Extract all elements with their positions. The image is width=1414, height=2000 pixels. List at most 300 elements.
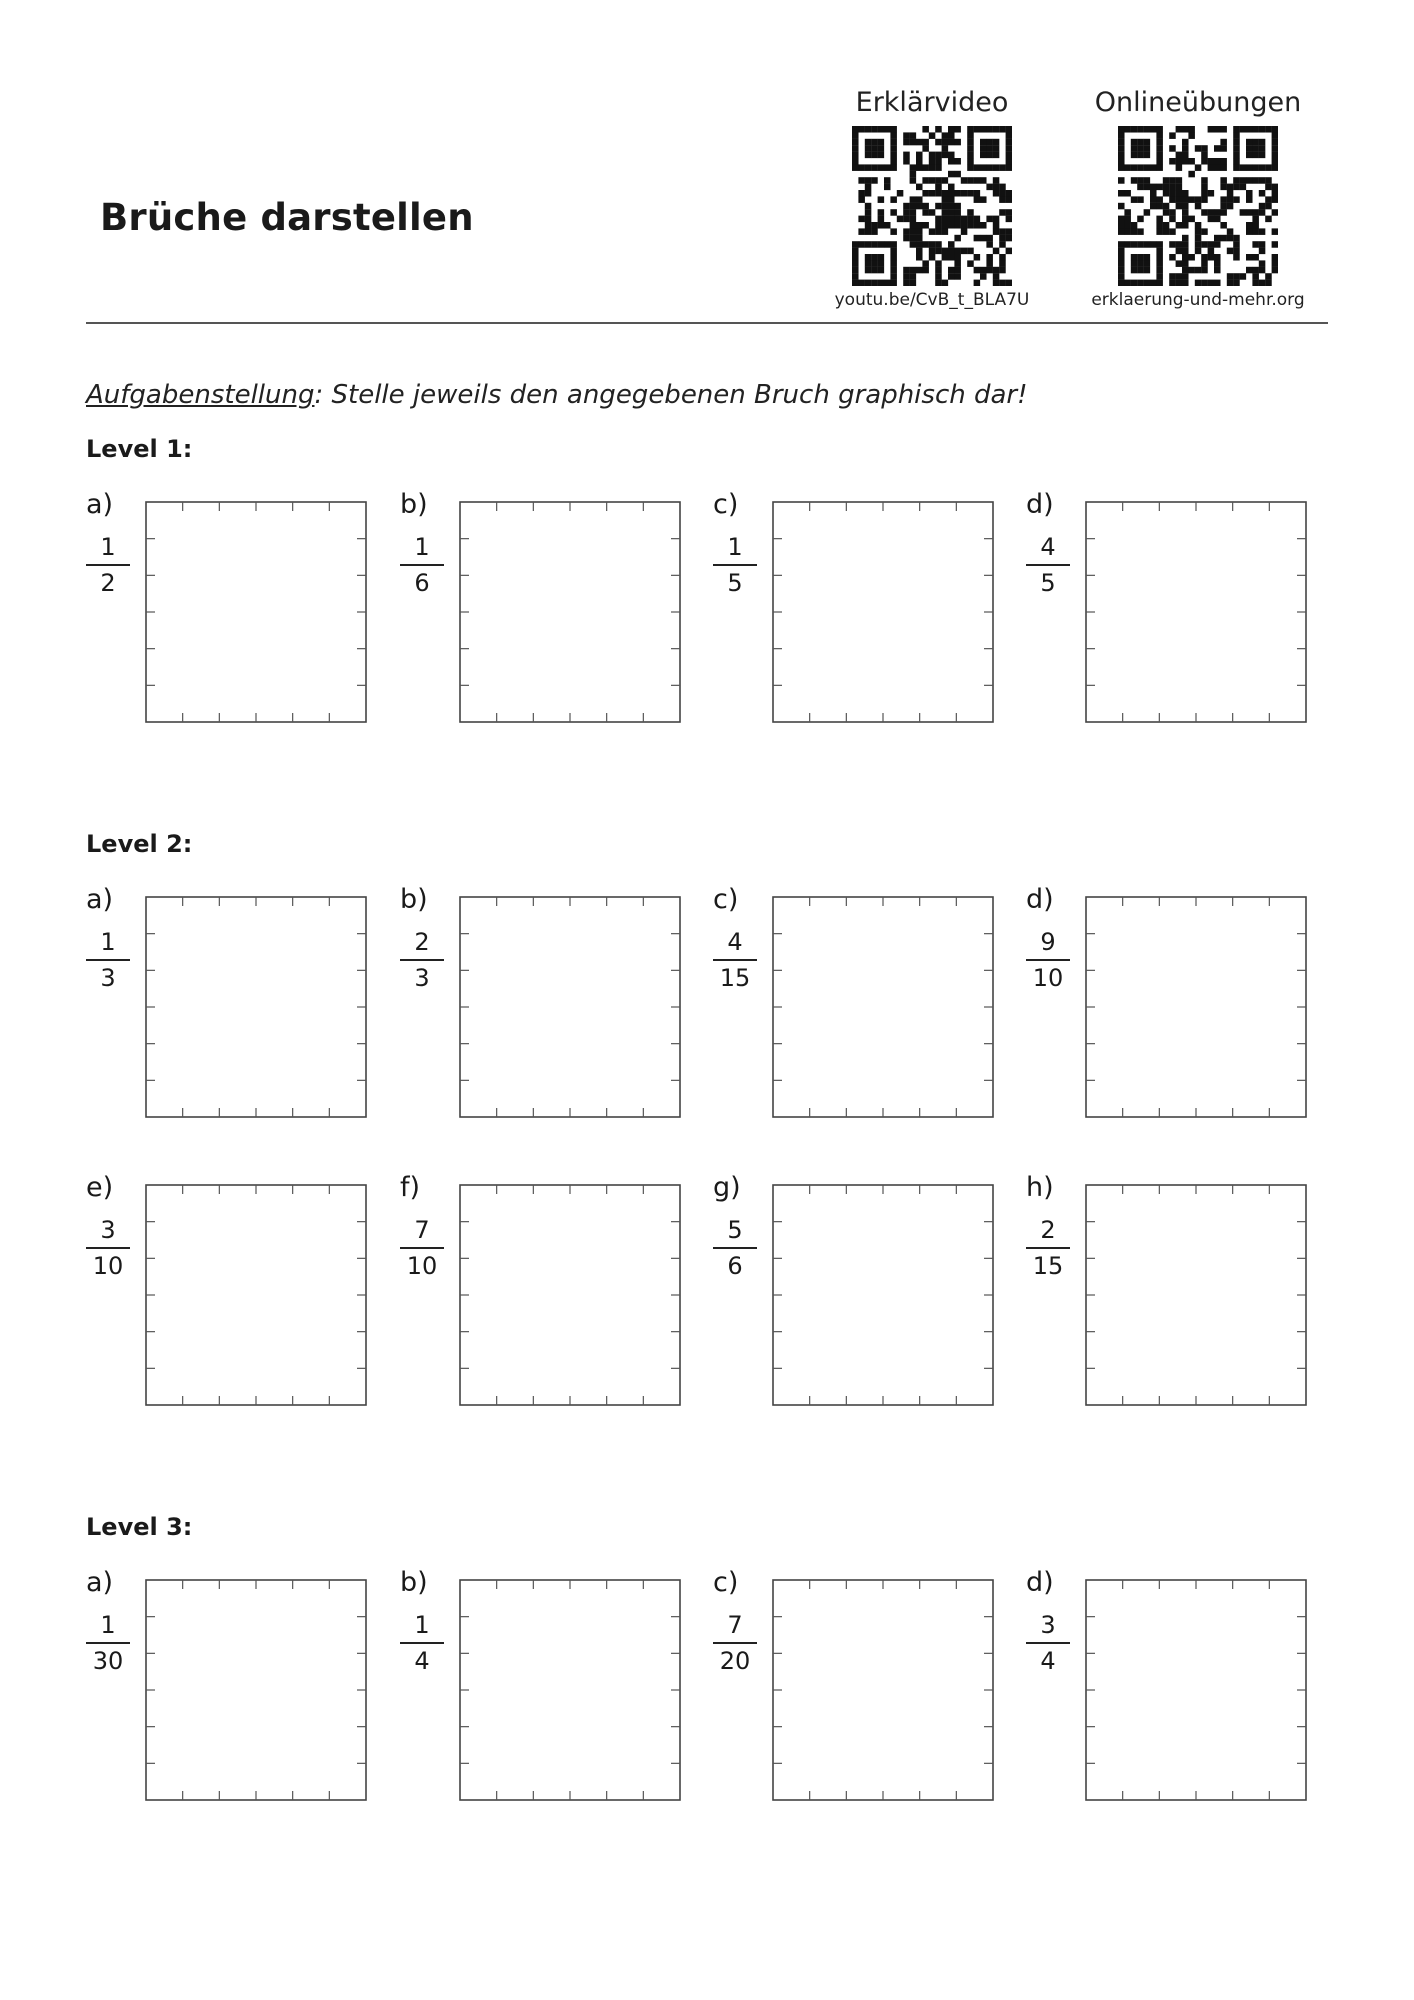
qr-module <box>961 248 968 255</box>
qr-module <box>967 248 974 255</box>
qr-module <box>1137 280 1144 286</box>
qr-module <box>1214 254 1221 261</box>
qr-module <box>903 267 910 274</box>
qr-code-icon[interactable] <box>1118 126 1278 286</box>
numerator: 1 <box>414 1611 430 1639</box>
denominator: 2 <box>100 569 116 597</box>
drawing-square[interactable] <box>1084 1578 1308 1802</box>
qr-url[interactable]: erklaerung-und-mehr.org <box>1091 290 1305 310</box>
task-letter: h) <box>1026 1172 1054 1203</box>
qr-module <box>916 196 923 203</box>
denominator: 15 <box>1032 1252 1064 1280</box>
qr-module <box>1156 164 1163 171</box>
qr-module <box>935 139 942 146</box>
qr-module <box>967 260 974 267</box>
qr-module <box>1124 164 1131 171</box>
instruction-text: Stelle jeweils den angegebenen Bruch graphisch dar! <box>323 380 1028 410</box>
drawing-square[interactable] <box>144 895 368 1119</box>
qr-module <box>903 139 910 146</box>
numerator: 7 <box>414 1216 430 1244</box>
qr-module <box>942 280 949 286</box>
qr-module <box>871 267 878 274</box>
qr-module <box>1131 260 1138 267</box>
task-1a <box>86 490 376 730</box>
qr-module <box>852 132 859 139</box>
qr-module <box>1220 145 1227 152</box>
qr-module <box>967 152 974 159</box>
qr-module <box>999 235 1006 242</box>
qr-module <box>922 222 929 229</box>
qr-module <box>1156 241 1163 248</box>
qr-module <box>948 152 955 159</box>
drawing-square[interactable] <box>458 1578 682 1802</box>
qr-module <box>1233 164 1240 171</box>
numerator: 1 <box>100 928 116 956</box>
qr-module <box>1246 254 1253 261</box>
qr-module <box>922 190 929 197</box>
qr-module <box>1176 126 1183 133</box>
qr-module <box>1233 235 1240 242</box>
fraction-bar <box>713 959 757 961</box>
qr-module <box>954 248 961 255</box>
qr-module <box>1169 184 1176 191</box>
task-letter: d) <box>1026 1567 1054 1598</box>
qr-module <box>1137 139 1144 146</box>
qr-module <box>890 196 897 203</box>
qr-module <box>980 222 987 229</box>
qr-module <box>922 177 929 184</box>
qr-module <box>1265 203 1272 210</box>
qr-module <box>1006 164 1012 171</box>
qr-module <box>974 267 981 274</box>
qr-module <box>980 196 987 203</box>
qr-module <box>916 164 923 171</box>
qr-module <box>903 209 910 216</box>
qr-module <box>1137 254 1144 261</box>
qr-module <box>1156 267 1163 274</box>
qr-module <box>865 203 872 210</box>
qr-module <box>1208 254 1215 261</box>
qr-module <box>910 280 917 286</box>
qr-module <box>865 267 872 274</box>
qr-module <box>1182 196 1189 203</box>
qr-module <box>942 177 949 184</box>
qr-block-exercises <box>1083 86 1313 310</box>
drawing-square[interactable] <box>458 500 682 724</box>
qr-module <box>942 228 949 235</box>
fraction-bar <box>400 1642 444 1644</box>
task-2a <box>86 885 376 1125</box>
qr-module <box>884 164 891 171</box>
fraction <box>1026 1215 1070 1281</box>
qr-module <box>890 158 897 165</box>
qr-module <box>1176 164 1183 171</box>
qr-module <box>1131 152 1138 159</box>
task-letter: b) <box>400 884 428 915</box>
qr-url[interactable]: youtu.be/CvB_t_BLA7U <box>834 290 1030 310</box>
fraction <box>1026 1610 1070 1676</box>
qr-module <box>903 203 910 210</box>
qr-module <box>954 273 961 280</box>
qr-module <box>1265 273 1272 280</box>
qr-module <box>967 145 974 152</box>
qr-module <box>878 152 885 159</box>
drawing-square[interactable] <box>144 500 368 724</box>
qr-module <box>929 254 936 261</box>
qr-module <box>1150 164 1157 171</box>
qr-module <box>948 158 955 165</box>
qr-module <box>948 267 955 274</box>
qr-module <box>871 164 878 171</box>
qr-module <box>935 280 942 286</box>
task-1d <box>1026 490 1316 730</box>
qr-module <box>974 126 981 133</box>
task-letter: c) <box>713 884 739 915</box>
qr-module <box>1201 184 1208 191</box>
qr-module <box>1246 222 1253 229</box>
qr-module <box>986 235 993 242</box>
qr-module <box>1272 254 1278 261</box>
qr-module <box>935 267 942 274</box>
drawing-square[interactable] <box>458 1183 682 1407</box>
qr-module <box>1240 209 1247 216</box>
qr-module <box>1163 203 1170 210</box>
qr-module <box>986 184 993 191</box>
qr-module <box>986 126 993 133</box>
qr-module <box>1131 267 1138 274</box>
qr-module <box>948 241 955 248</box>
qr-module <box>1150 203 1157 210</box>
qr-module <box>1131 241 1138 248</box>
qr-module <box>871 241 878 248</box>
qr-module <box>1252 145 1259 152</box>
qr-module <box>1240 164 1247 171</box>
qr-module <box>878 139 885 146</box>
qr-module <box>916 222 923 229</box>
qr-module <box>1201 152 1208 159</box>
qr-module <box>993 273 1000 280</box>
qr-module <box>929 164 936 171</box>
qr-module <box>1201 280 1208 286</box>
qr-module <box>974 190 981 197</box>
qr-module <box>1246 139 1253 146</box>
qr-module <box>1176 177 1183 184</box>
qr-module <box>890 152 897 159</box>
qr-module <box>1182 248 1189 255</box>
qr-module <box>922 267 929 274</box>
qr-module <box>865 254 872 261</box>
qr-module <box>1188 267 1195 274</box>
qr-module <box>878 260 885 267</box>
qr-module <box>890 260 897 267</box>
qr-module <box>1240 273 1247 280</box>
qr-module <box>1006 190 1012 197</box>
qr-module <box>1182 260 1189 267</box>
qr-module <box>935 216 942 223</box>
numerator: 4 <box>727 928 743 956</box>
qr-module <box>948 126 955 133</box>
qr-module <box>954 254 961 261</box>
qr-module <box>1176 280 1183 286</box>
qr-module <box>1163 184 1170 191</box>
qr-module <box>916 267 923 274</box>
qr-module <box>922 260 929 267</box>
qr-module <box>1118 177 1125 184</box>
qr-module <box>1169 228 1176 235</box>
qr-module <box>1182 145 1189 152</box>
qr-module <box>1246 196 1253 203</box>
qr-module <box>858 228 865 235</box>
qr-module <box>935 222 942 229</box>
header-divider <box>86 322 1328 324</box>
qr-module <box>1272 209 1278 216</box>
qr-module <box>1220 164 1227 171</box>
qr-module <box>1118 228 1125 235</box>
qr-module <box>993 216 1000 223</box>
qr-module <box>986 254 993 261</box>
qr-module <box>1272 139 1278 146</box>
qr-module <box>916 248 923 255</box>
qr-module <box>967 209 974 216</box>
qr-module <box>974 164 981 171</box>
qr-module <box>1156 216 1163 223</box>
qr-module <box>1265 177 1272 184</box>
qr-module <box>1259 145 1266 152</box>
qr-module <box>890 248 897 255</box>
qr-module <box>910 216 917 223</box>
qr-module <box>852 139 859 146</box>
qr-module <box>1137 152 1144 159</box>
qr-module <box>1214 126 1221 133</box>
qr-module <box>1201 196 1208 203</box>
qr-module <box>929 209 936 216</box>
square-frame <box>146 1185 366 1405</box>
numerator: 2 <box>414 928 430 956</box>
qr-module <box>948 273 955 280</box>
qr-module <box>884 241 891 248</box>
qr-module <box>1182 280 1189 286</box>
drawing-square[interactable] <box>1084 500 1308 724</box>
drawing-square[interactable] <box>144 1578 368 1802</box>
qr-module <box>878 267 885 274</box>
qr-module <box>1169 241 1176 248</box>
qr-module <box>903 235 910 242</box>
drawing-square[interactable] <box>771 1578 995 1802</box>
drawing-square[interactable] <box>1084 1183 1308 1407</box>
qr-module <box>993 145 1000 152</box>
qr-module <box>884 177 891 184</box>
qr-module <box>929 132 936 139</box>
qr-module <box>1272 126 1278 133</box>
qr-module <box>1163 209 1170 216</box>
qr-module <box>1214 145 1221 152</box>
qr-module <box>993 177 1000 184</box>
qr-module <box>1118 139 1125 146</box>
qr-module <box>1246 152 1253 159</box>
qr-module <box>954 267 961 274</box>
fraction-bar <box>86 959 130 961</box>
qr-module <box>935 158 942 165</box>
qr-module <box>993 248 1000 255</box>
task-letter: b) <box>400 1567 428 1598</box>
qr-module <box>1265 164 1272 171</box>
qr-module <box>1233 184 1240 191</box>
qr-module <box>1144 260 1151 267</box>
qr-module <box>878 126 885 133</box>
qr-module <box>961 190 968 197</box>
qr-module <box>929 158 936 165</box>
instruction-separator: : <box>314 380 324 410</box>
qr-module <box>1201 267 1208 274</box>
qr-module <box>852 254 859 261</box>
qr-module <box>1156 203 1163 210</box>
qr-module <box>999 228 1006 235</box>
qr-module <box>852 158 859 165</box>
qr-module <box>852 273 859 280</box>
qr-module <box>948 209 955 216</box>
qr-module <box>858 177 865 184</box>
drawing-square[interactable] <box>144 1183 368 1407</box>
page-title: Brüche darstellen <box>100 196 474 239</box>
qr-module <box>1131 228 1138 235</box>
qr-module <box>1156 158 1163 165</box>
qr-module <box>1272 196 1278 203</box>
drawing-square[interactable] <box>771 500 995 724</box>
qr-code-icon[interactable] <box>852 126 1012 286</box>
qr-module <box>999 267 1006 274</box>
qr-module <box>1227 248 1234 255</box>
qr-module <box>1169 273 1176 280</box>
qr-module <box>1214 235 1221 242</box>
qr-module <box>986 216 993 223</box>
qr-module <box>1137 126 1144 133</box>
qr-module <box>871 145 878 152</box>
drawing-square[interactable] <box>1084 895 1308 1119</box>
drawing-square[interactable] <box>771 1183 995 1407</box>
qr-module <box>878 164 885 171</box>
qr-module <box>1118 164 1125 171</box>
qr-module <box>1131 126 1138 133</box>
qr-module <box>922 203 929 210</box>
square-frame <box>773 1185 993 1405</box>
task-2d <box>1026 885 1316 1125</box>
qr-module <box>1156 273 1163 280</box>
qr-module <box>1220 209 1227 216</box>
qr-module <box>1006 228 1012 235</box>
fraction <box>86 532 130 598</box>
qr-module <box>1182 203 1189 210</box>
qr-module <box>980 177 987 184</box>
qr-module <box>929 228 936 235</box>
denominator: 10 <box>92 1252 124 1280</box>
qr-module <box>1272 267 1278 274</box>
qr-module <box>1176 203 1183 210</box>
qr-module <box>1259 209 1266 216</box>
qr-module <box>865 152 872 159</box>
qr-module <box>1233 145 1240 152</box>
qr-module <box>1227 190 1234 197</box>
qr-module <box>878 241 885 248</box>
qr-module <box>1124 280 1131 286</box>
qr-module <box>1156 139 1163 146</box>
qr-module <box>1246 177 1253 184</box>
fraction <box>1026 927 1070 993</box>
qr-module <box>1246 228 1253 235</box>
qr-module <box>1163 228 1170 235</box>
qr-module <box>1144 145 1151 152</box>
qr-module <box>1246 164 1253 171</box>
qr-module <box>948 196 955 203</box>
qr-module <box>1233 158 1240 165</box>
qr-module <box>910 203 917 210</box>
drawing-square[interactable] <box>771 895 995 1119</box>
qr-module <box>1227 273 1234 280</box>
qr-module <box>1169 132 1176 139</box>
qr-module <box>999 164 1006 171</box>
qr-module <box>961 177 968 184</box>
qr-module <box>865 184 872 191</box>
qr-module <box>948 203 955 210</box>
qr-module <box>1188 158 1195 165</box>
qr-module <box>980 273 987 280</box>
qr-module <box>916 184 923 191</box>
qr-module <box>1188 126 1195 133</box>
qr-module <box>910 164 917 171</box>
qr-module <box>1233 152 1240 159</box>
qr-module <box>884 222 891 229</box>
qr-module <box>1118 216 1125 223</box>
qr-module <box>890 164 897 171</box>
qr-module <box>1137 177 1144 184</box>
qr-module <box>865 241 872 248</box>
qr-module <box>865 177 872 184</box>
qr-module <box>871 254 878 261</box>
qr-module <box>929 248 936 255</box>
fraction-bar <box>713 1247 757 1249</box>
qr-module <box>993 164 1000 171</box>
qr-module <box>1169 209 1176 216</box>
square-frame <box>460 897 680 1117</box>
qr-module <box>1208 280 1215 286</box>
qr-module <box>916 203 923 210</box>
denominator: 15 <box>719 964 751 992</box>
qr-module <box>980 126 987 133</box>
drawing-square[interactable] <box>458 895 682 1119</box>
fraction <box>713 1215 757 1281</box>
fraction <box>1026 532 1070 598</box>
qr-module <box>871 228 878 235</box>
qr-module <box>910 171 917 178</box>
qr-module <box>1259 152 1266 159</box>
task-letter: g) <box>713 1172 741 1203</box>
qr-module <box>1124 190 1131 197</box>
level-1-label: Level 1: <box>86 435 193 463</box>
qr-module <box>1220 184 1227 191</box>
qr-module <box>1252 164 1259 171</box>
qr-module <box>922 164 929 171</box>
qr-module <box>935 184 942 191</box>
square-frame <box>1086 897 1306 1117</box>
qr-module <box>910 228 917 235</box>
square-frame <box>460 502 680 722</box>
task-3c <box>713 1568 1003 1808</box>
qr-caption: Erklärvideo <box>855 87 1009 118</box>
qr-module <box>1195 228 1202 235</box>
qr-module <box>871 177 878 184</box>
qr-module <box>852 241 859 248</box>
qr-module <box>954 126 961 133</box>
qr-module <box>1233 241 1240 248</box>
